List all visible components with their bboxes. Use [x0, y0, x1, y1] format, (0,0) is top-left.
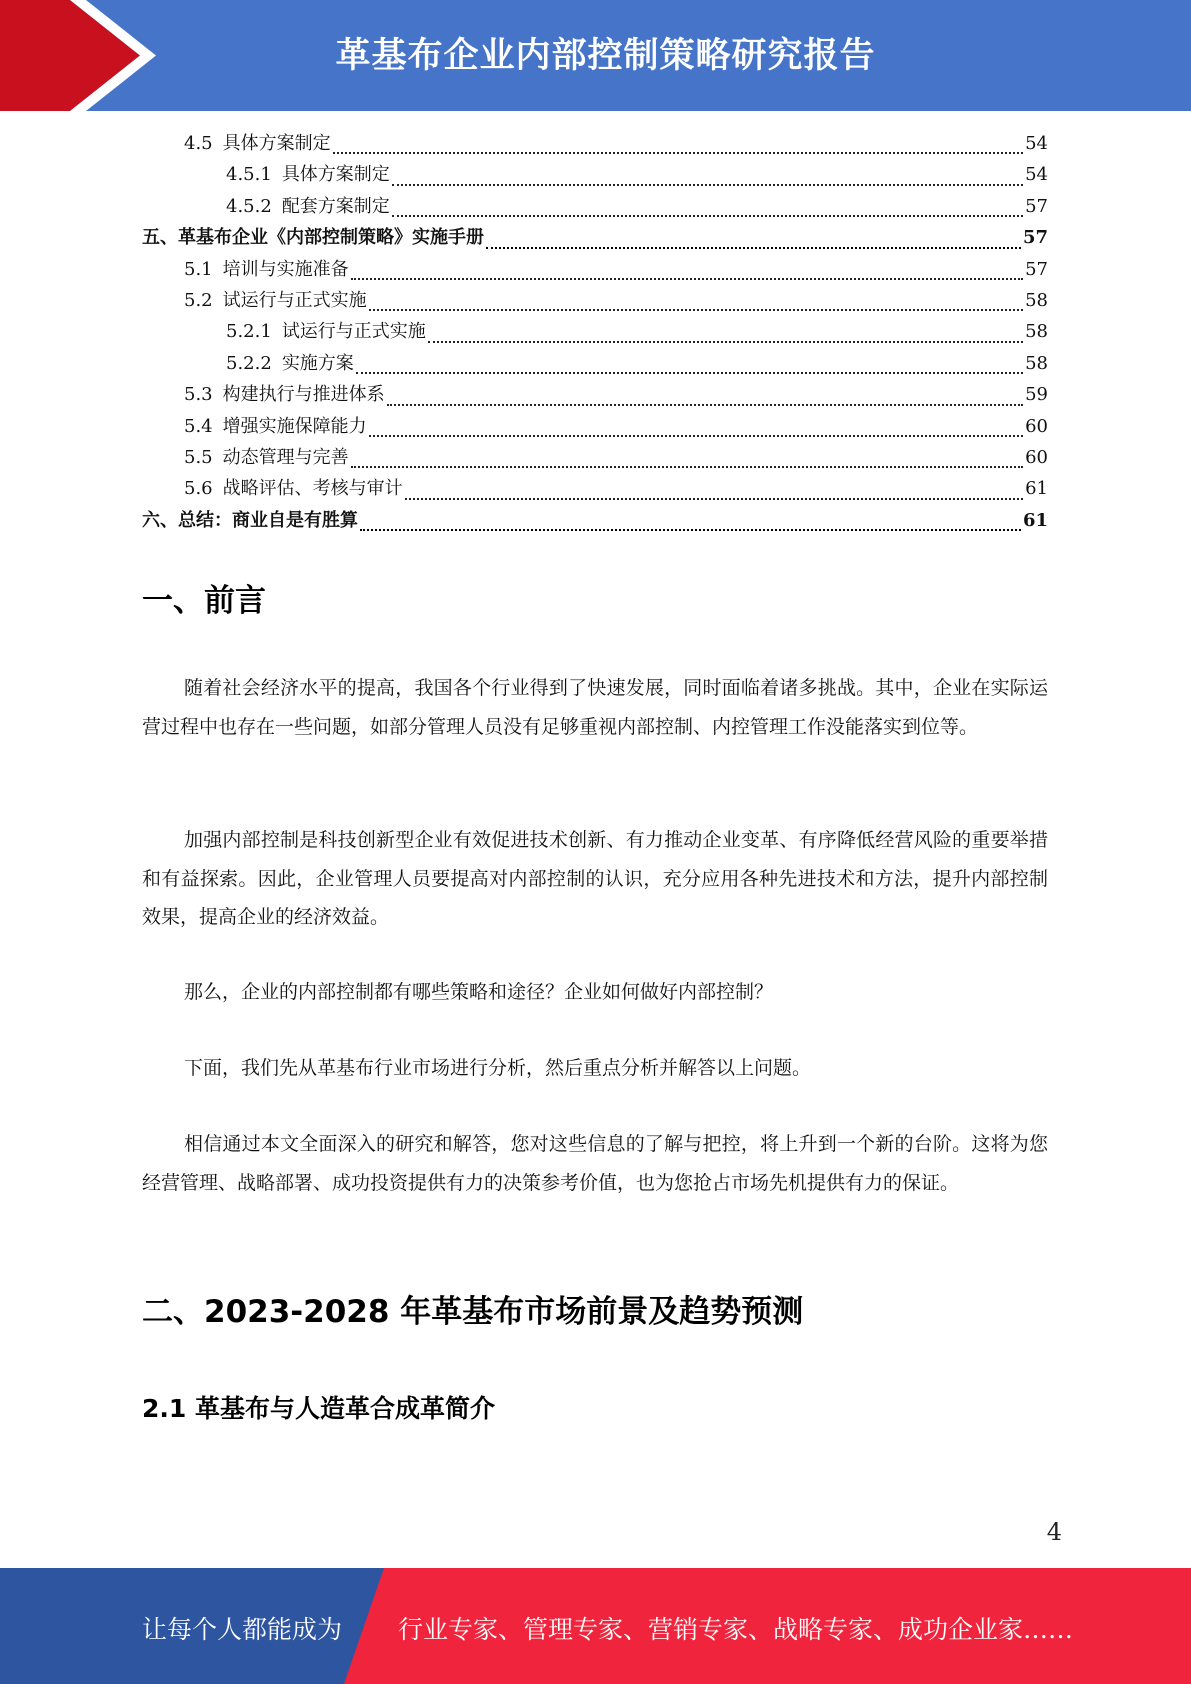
toc-page: 59	[1025, 384, 1048, 406]
toc-entry[interactable]	[142, 160, 1048, 191]
toc-page: 60	[1025, 446, 1048, 468]
toc-number: 5.1	[184, 258, 213, 280]
footer-slogan-left: 让每个人都能成为	[142, 1615, 343, 1644]
toc-entry[interactable]	[142, 506, 1048, 537]
report-title: 革基布企业内部控制策略研究报告	[335, 36, 876, 76]
header-banner	[0, 0, 1191, 111]
toc-title: 实施方案	[281, 352, 354, 374]
toc-page: 57	[1022, 227, 1048, 249]
page-number: 4	[1046, 1518, 1062, 1546]
toc-page: 57	[1025, 195, 1048, 217]
footer-slogan-right: 行业专家、管理专家、营销专家、战略专家、成功企业家……	[398, 1615, 1074, 1644]
toc-page: 54	[1025, 133, 1048, 154]
table-of-contents	[142, 129, 1048, 537]
toc-title: 五、革基布企业《内部控制策略》实施手册	[142, 227, 484, 249]
toc-title: 具体方案制定	[222, 133, 331, 154]
toc-number: 5.6	[184, 478, 213, 500]
paragraph: 相信通过本文全面深入的研究和解答，您对这些信息的了解与把控，将上升到一个新的台阶。这将为您经营管理、战略部署、成功投资提供有力的决策参考价值，也为您抢占市场先机提供有力的保证。	[142, 1133, 1048, 1194]
toc-leader	[369, 434, 1023, 437]
toc-page: 58	[1025, 289, 1048, 311]
subsection-heading: 2.1 革基布与人造革合成革简介	[142, 1394, 495, 1423]
toc-leader	[392, 183, 1023, 186]
toc-number: 4.5.1	[226, 164, 272, 186]
footer-banner	[0, 1568, 1191, 1684]
toc-leader	[428, 340, 1023, 343]
toc-entry[interactable]	[142, 129, 1048, 160]
section-heading: 二、2023-2028 年革基布市场前景及趋势预测	[142, 1294, 804, 1330]
toc-page: 54	[1025, 164, 1048, 186]
toc-title: 试运行与正式实施	[222, 289, 367, 311]
toc-entry[interactable]	[142, 349, 1048, 380]
toc-title: 试运行与正式实施	[281, 321, 426, 343]
toc-number: 5.5	[184, 446, 213, 468]
toc-entry[interactable]	[142, 317, 1048, 348]
paragraph: 那么，企业的内部控制都有哪些策略和途径？企业如何做好内部控制？	[184, 981, 774, 1003]
paragraph: 加强内部控制是科技创新型企业有效促进技术创新、有力推动企业变革、有序降低经营风险的重要举措和有益探索。因此，企业管理人员要提高对内部控制的认识，充分应用各种先进技术和方法，提升内部控制效果，提高企业的经济效益。	[142, 829, 1048, 928]
toc-page: 61	[1025, 478, 1048, 500]
toc-title: 动态管理与完善	[222, 446, 349, 468]
toc-number: 5.2.1	[226, 321, 272, 343]
toc-leader	[333, 151, 1023, 154]
toc-number: 5.3	[184, 384, 213, 406]
toc-entry[interactable]	[142, 223, 1048, 254]
toc-number: 5.4	[184, 415, 213, 437]
toc-page: 58	[1025, 321, 1048, 343]
toc-entry[interactable]	[142, 443, 1048, 474]
section-heading: 一、前言	[142, 583, 266, 619]
toc-leader	[486, 246, 1021, 249]
toc-title: 增强实施保障能力	[222, 415, 367, 437]
paragraph: 下面，我们先从革基布行业市场进行分析，然后重点分析并解答以上问题。	[184, 1057, 812, 1079]
toc-leader	[351, 465, 1023, 468]
toc-entry[interactable]	[142, 380, 1048, 411]
toc-page: 58	[1025, 352, 1048, 374]
toc-leader	[351, 277, 1023, 280]
paragraph: 随着社会经济水平的提高，我国各个行业得到了快速发展，同时面临着诸多挑战。其中，企业在实际运营过程中也存在一些问题，如部分管理人员没有足够重视内部控制、内控管理工作没能落实到位等。	[142, 677, 1048, 738]
toc-entry[interactable]	[142, 192, 1048, 223]
toc-entry[interactable]	[142, 474, 1048, 505]
toc-title: 六、总结：商业自是有胜算	[142, 509, 358, 531]
toc-number: 5.2	[184, 289, 213, 311]
toc-leader	[392, 214, 1023, 217]
toc-title: 具体方案制定	[281, 164, 390, 186]
toc-page: 61	[1022, 509, 1048, 531]
toc-entry[interactable]	[142, 286, 1048, 317]
toc-leader	[387, 403, 1023, 406]
toc-leader	[405, 497, 1023, 500]
toc-leader	[360, 528, 1021, 531]
toc-page: 57	[1025, 258, 1048, 280]
toc-title: 培训与实施准备	[222, 258, 349, 280]
toc-number: 5.2.2	[226, 352, 272, 374]
toc-number: 4.5	[184, 133, 213, 154]
toc-page: 60	[1025, 415, 1048, 437]
toc-leader	[369, 308, 1023, 311]
toc-title: 战略评估、考核与审计	[222, 478, 403, 500]
toc-entry[interactable]	[142, 255, 1048, 286]
toc-leader	[356, 371, 1023, 374]
toc-number: 4.5.2	[226, 195, 272, 217]
toc-title: 配套方案制定	[281, 195, 390, 217]
toc-entry[interactable]	[142, 412, 1048, 443]
toc-title: 构建执行与推进体系	[222, 384, 385, 406]
